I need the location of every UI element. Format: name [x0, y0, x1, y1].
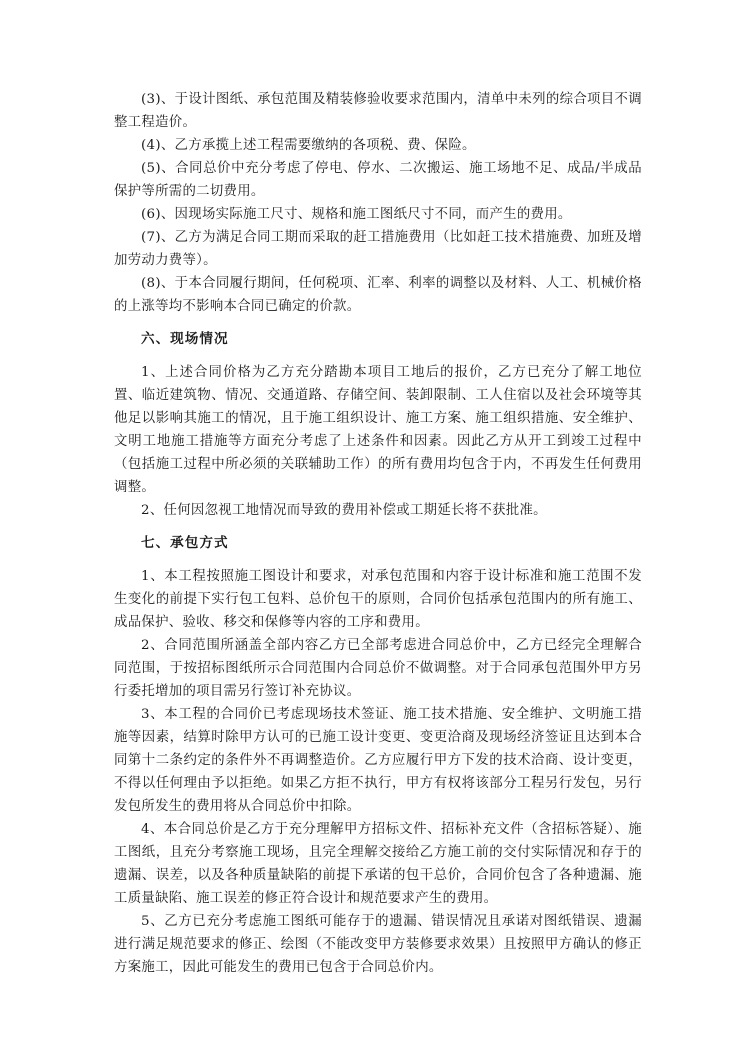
section-7-paragraph-2: 2、合同范围所涵盖全部内容乙方已全部考虑进合同总价中，乙方已经完全理解合同范围，于按招标图纸所示合同范围内合同总价不做调整。对于合同承包范围外甲方另行委托增加的项目需另行签订补充协议。: [114, 638, 642, 699]
section-6-paragraph-2: 2、任何因忽视工地情况而导致的费用补偿或工期延长将不获批准。: [141, 503, 547, 518]
item-4: (4)、乙方承揽上述工程需要缴纳的各项税、费、保险。: [141, 138, 476, 153]
section-6-heading: 六、现场情况: [141, 331, 229, 347]
section-7-heading: 七、承包方式: [141, 535, 229, 551]
section-7-paragraph-3: 3、本工程的合同价已考虑现场技术签证、施工技术措施、安全维护、文明施工措施等因素，结算时除甲方认可的已施工设计变更、变更洽商及现场经济签证且达到本合同第十二条约定的条件外不再调整造价。乙方应履行甲方下发的技术洽商、设计变更，不得以任何理由予以拒绝。如果乙方拒不执行，甲方有权将该部分工程另行发包，另行发包所发生的费用将从合同总价中扣除。: [114, 707, 642, 814]
item-7: (7)、乙方为满足合同工期而采取的赶工措施费用（比如赶工技术措施费、加班及增加劳动力费等）。: [114, 230, 642, 268]
item-8: (8)、于本合同履行期间，任何税项、汇率、利率的调整以及材料、人工、机械价格的上涨等均不影响本合同已确定的价款。: [114, 276, 642, 314]
document-page: [114, 88, 642, 979]
section-6-paragraph-1: 1、上述合同价格为乙方充分踏勘本项目工地后的报价，乙方已充分了解工地位置、临近建筑物、情况、交通道路、存储空间、装卸限制、工人住宿以及社会环境等其他足以影响其施工的情况，且于施工组织设计、施工方案、施工组织措施、安全维护、文明工地施工措施等方面充分考虑了上述条件和因素。因此乙方从开工到竣工过程中（包括施工过程中所必须的关联辅助工作）的所有费用均包含于内，不再发生任何费用调整。: [114, 365, 642, 495]
section-7-paragraph-5: 5、乙方已充分考虑施工图纸可能存于的遗漏、错误情况且承诺对图纸错误、遗漏进行满足规范要求的修正、绘图（不能改变甲方装修要求效果）且按照甲方确认的修正方案施工，因此可能发生的费用已包含于合同总价内。: [114, 914, 642, 975]
section-7-paragraph-1: 1、本工程按照施工图设计和要求，对承包范围和内容于设计标准和施工范围不发生变化的前提下实行包工包料、总价包干的原则，合同价包括承包范围内的所有施工、成品保护、验收、移交和保修等内容的工序和费用。: [114, 569, 642, 630]
item-6: (6)、因现场实际施工尺寸、规格和施工图纸尺寸不同，而产生的费用。: [141, 207, 572, 222]
item-3: (3)、于设计图纸、承包范围及精装修验收要求范围内，清单中未列的综合项目不调整工程造价。: [114, 92, 642, 130]
section-7-paragraph-4: 4、本合同总价是乙方于充分理解甲方招标文件、招标补充文件（含招标答疑）、施工图纸，且充分考察施工现场，且完全理解交接给乙方施工前的交付实际情况和存于的遗漏、误差，以及各种质量缺陷的前提下承诺的包干总价，合同价包含了各种遗漏、施工质量缺陷、施工误差的修正符合设计和规范要求产生的费用。: [114, 822, 642, 906]
item-5: (5)、合同总价中充分考虑了停电、停水、二次搬运、施工场地不足、成品/半成品保护等所需的二切费用。: [114, 161, 642, 199]
